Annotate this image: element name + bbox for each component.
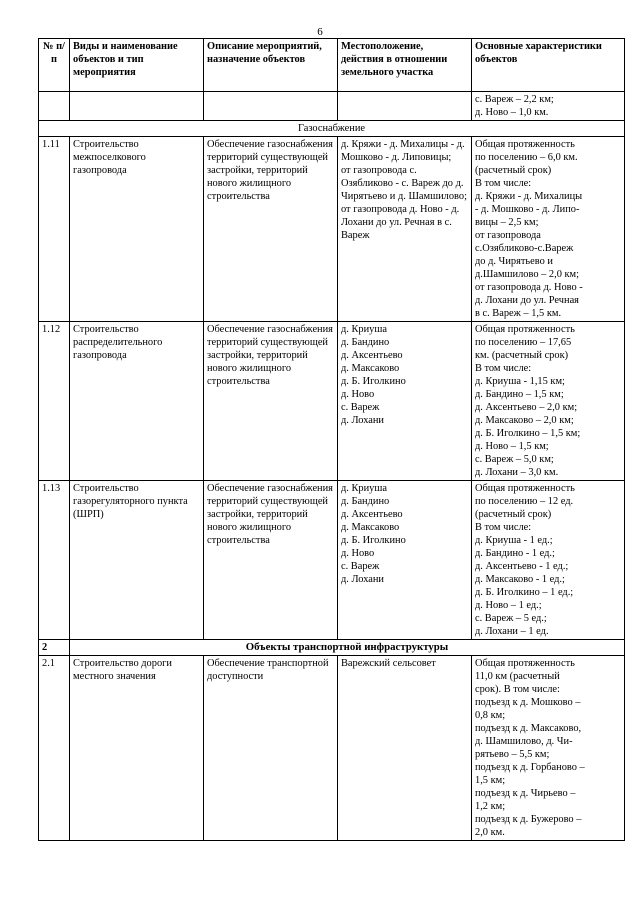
row-chars: Общая протяженность 11,0 км (расчетный срок). В том числе: подъезд к д. Мошково – 0,8 км; подъезд к д. Максаково, д. Шамшилово, д. Чи- рятьево – 5,5 км; подъезд к д. Горбаново – 1,5 км; подъезд к д. Чирьево – 1,2 км; подъезд к д. Бужерово – 2,0 км.	[472, 656, 625, 841]
col-header-num: № п/п	[39, 39, 70, 92]
table-row	[39, 322, 625, 481]
row-location: д. Кряжи - д. Михалицы - д. Мошково - д. Липовицы; от газопровода с. Озябликово - с. Вареж до д. Чирятьево и д. Шамшилово; от газопровода д. Ново - д. Лохани до ул. Речная в с. Вареж	[338, 137, 472, 322]
row-num: 1.13	[39, 481, 70, 640]
table-row	[39, 137, 625, 322]
section-row-transport	[39, 640, 625, 656]
planning-table	[38, 38, 625, 841]
row-desc: Обеспечение газоснабжения территорий существующей застройки, территорий нового жилищного строительства	[204, 322, 338, 481]
row-desc: Обеспечение транспортной доступности	[204, 656, 338, 841]
row-num: 1.11	[39, 137, 70, 322]
col-header-chars: Основные характеристики объектов	[472, 39, 625, 92]
row-chars: Общая протяженность по поселению – 12 ед. (расчетный срок) В том числе: д. Криуша - 1 ед.; д. Бандино - 1 ед.; д. Аксентьево - 1 ед.; д. Максаково - 1 ед.; д. Б. Иголкино – 1 ед.; д. Ново – 1 ед.; с. Вареж – 5 ед.; д. Лохани – 1 ед.	[472, 481, 625, 640]
row-location: д. Криуша д. Бандино д. Аксентьево д. Максаково д. Б. Иголкино д. Ново с. Вареж д. Лохани	[338, 481, 472, 640]
col-header-name: Виды и наименование объектов и тип мероприятия	[70, 39, 204, 92]
header-row	[39, 39, 625, 92]
table-row	[39, 656, 625, 841]
section-title-transport: Объекты транспортной инфраструктуры	[70, 640, 625, 656]
section-row-gas	[39, 121, 625, 137]
row-chars: Общая протяженность по поселению – 6,0 км. (расчетный срок) В том числе: д. Кряжи - д. Михалицы - д. Мошково - д. Липо- вицы – 2,5 км; от газопровода с.Озябликово-с.Вареж до д. Чирятьево и д.Шамшилово – 2,0 км; от газопровода д. Ново - д. Лохани до ул. Речная в с. Вареж – 1,5 км.	[472, 137, 625, 322]
col-header-location: Местоположение, действия в отношении земельного участка	[338, 39, 472, 92]
row-name: Строительство межпоселкового газопровода	[70, 137, 204, 322]
table-row	[39, 481, 625, 640]
section-num: 2	[39, 640, 70, 656]
row-name: Строительство газорегуляторного пункта (ШРП)	[70, 481, 204, 640]
continuation-row	[39, 92, 625, 121]
row-chars: Общая протяженность по поселению – 17,65 км. (расчетный срок) В том числе: д. Криуша - 1,15 км; д. Бандино – 1,5 км; д. Аксентьево – 2,0 км; д. Максаково – 2,0 км; д. Б. Иголкино – 1,5 км; д. Ново – 1,5 км; с. Вареж – 5,0 км; д. Лохани – 3,0 км.	[472, 322, 625, 481]
continuation-chars: с. Вареж – 2,2 км; д. Ново – 1,0 км.	[472, 92, 625, 121]
page-number: 6	[317, 26, 323, 38]
row-num: 1.12	[39, 322, 70, 481]
section-title-gas: Газоснабжение	[39, 121, 625, 137]
row-location: Варежский сельсовет	[338, 656, 472, 841]
row-name: Строительство дороги местного значения	[70, 656, 204, 841]
row-desc: Обеспечение газоснабжения территорий существующей застройки, территорий нового жилищного строительства	[204, 481, 338, 640]
row-desc: Обеспечение газоснабжения территорий существующей застройки, территорий нового жилищного строительства	[204, 137, 338, 322]
row-num: 2.1	[39, 656, 70, 841]
row-name: Строительство распределительного газопровода	[70, 322, 204, 481]
row-location: д. Криуша д. Бандино д. Аксентьево д. Максаково д. Б. Иголкино д. Ново с. Вареж д. Лохани	[338, 322, 472, 481]
col-header-desc: Описание мероприятий, назначение объектов	[204, 39, 338, 92]
